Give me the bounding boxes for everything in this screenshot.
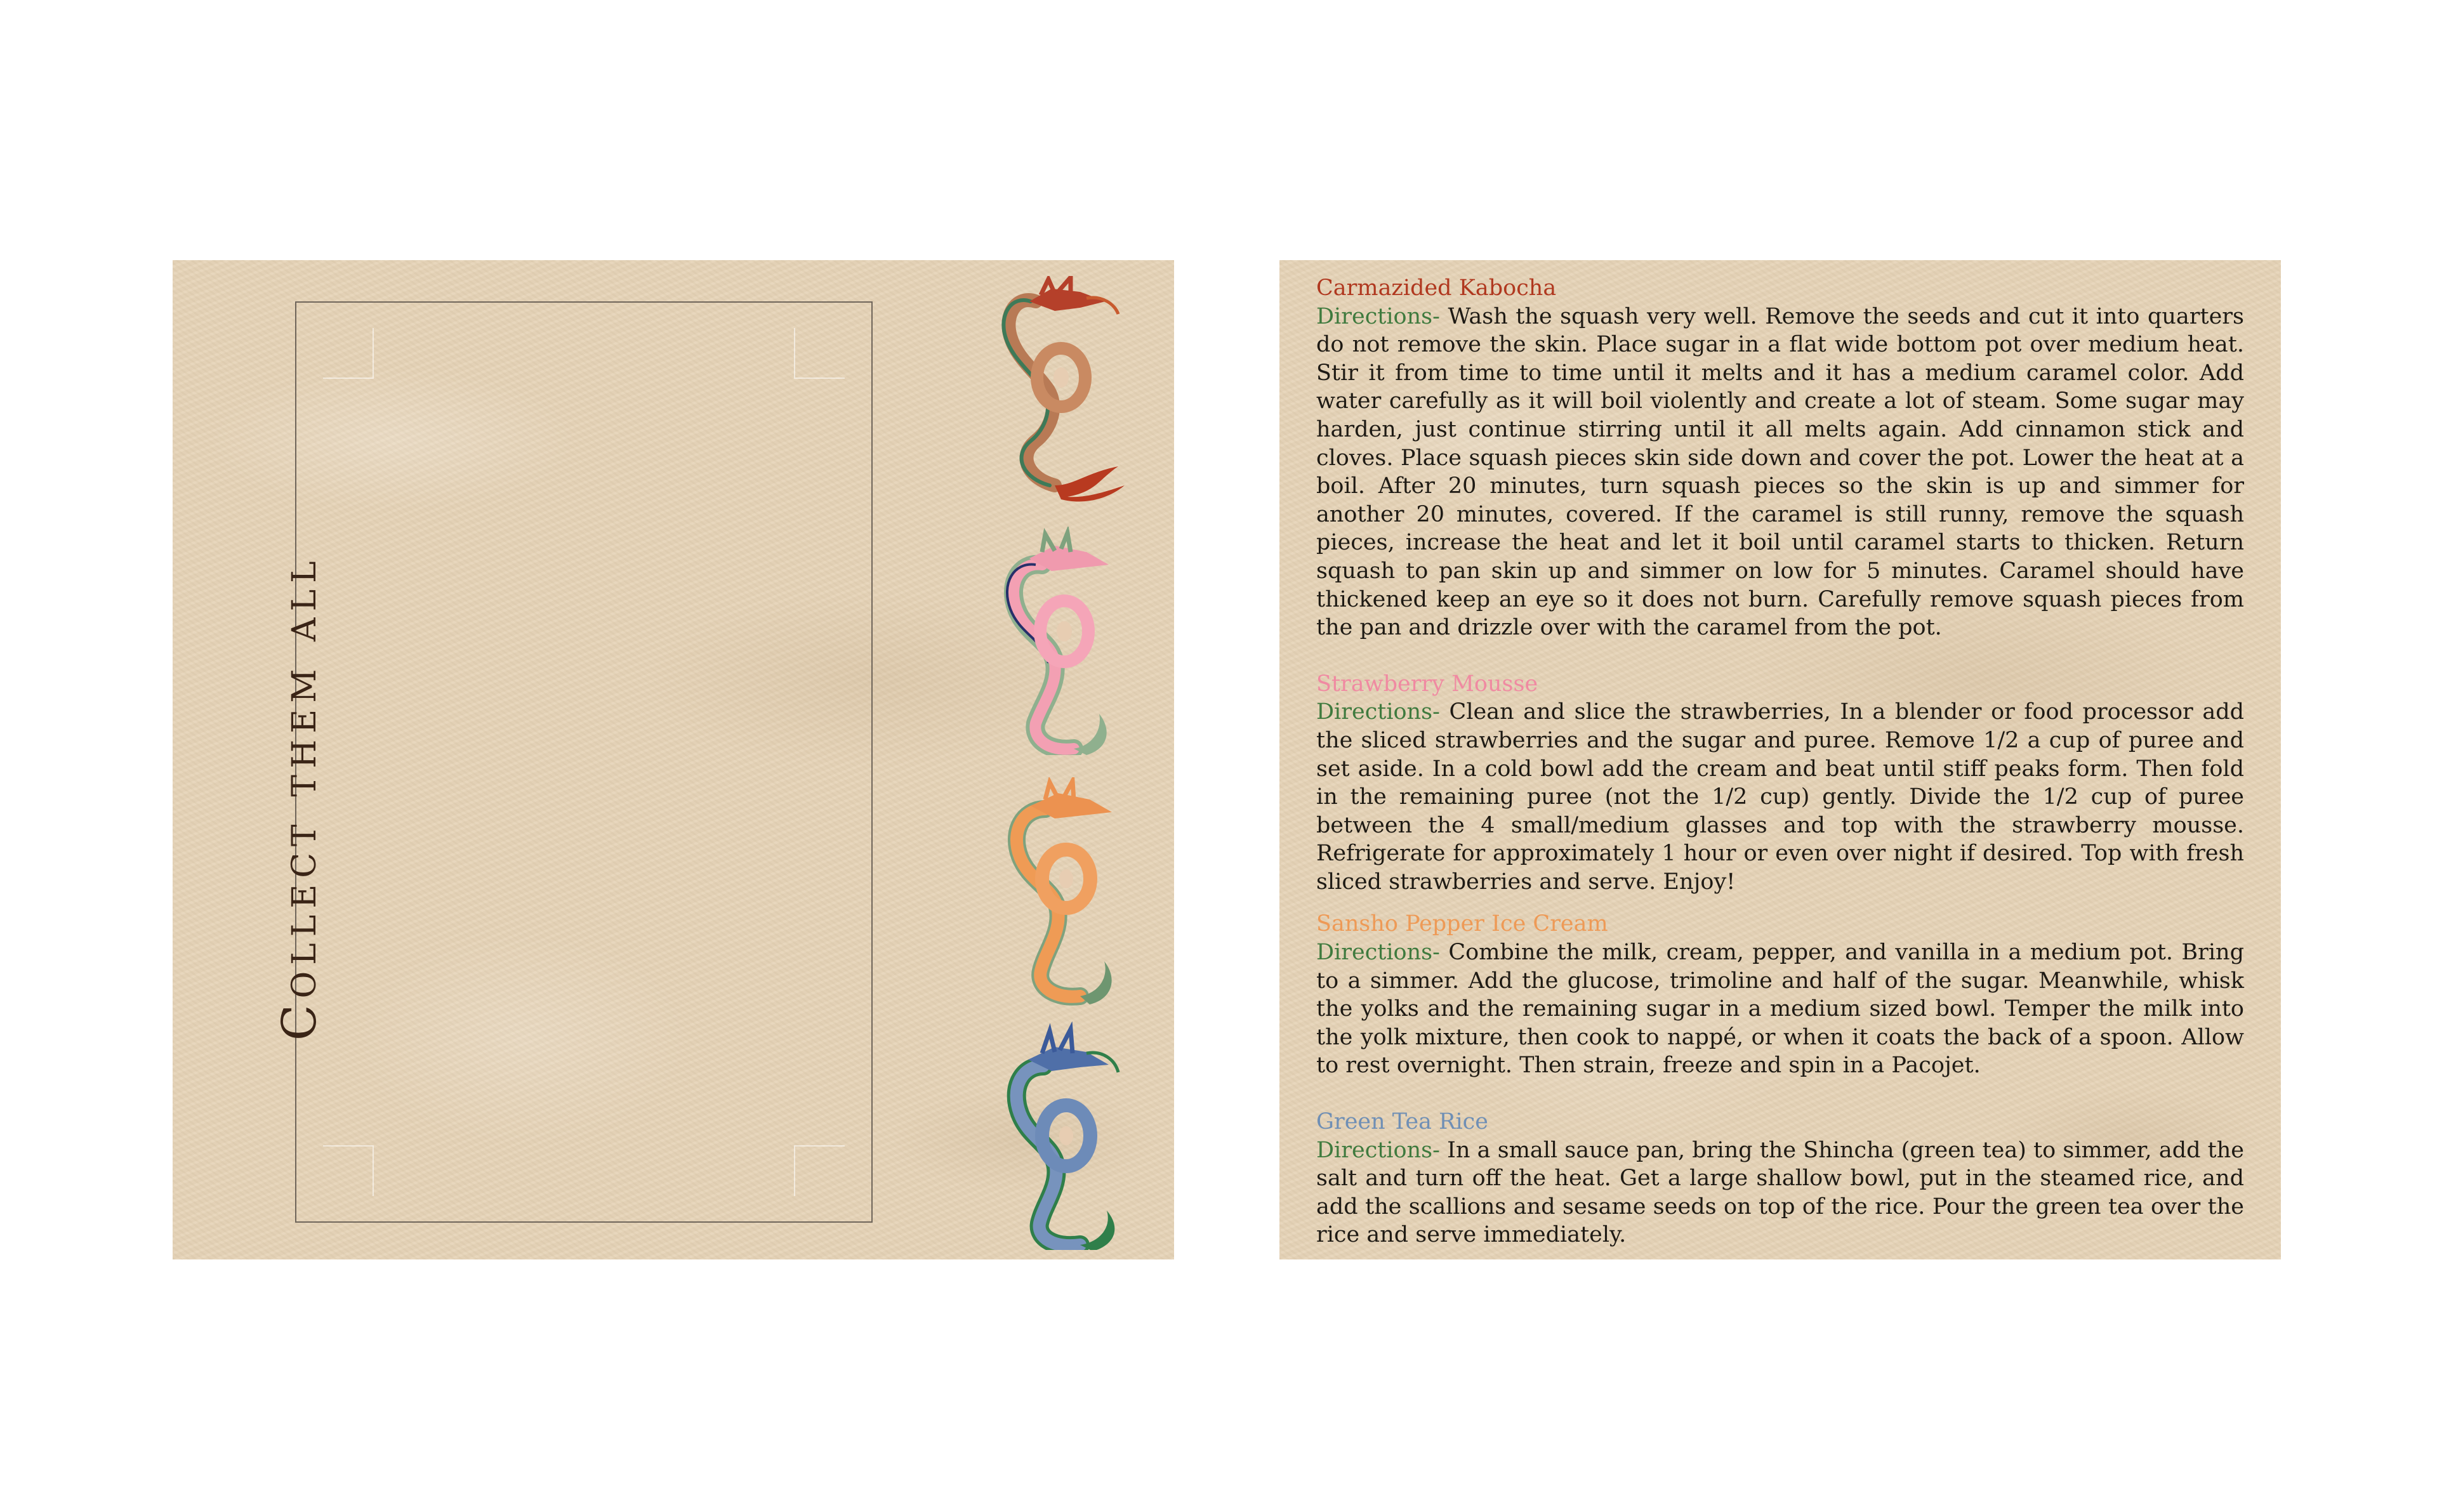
recipe-directions — [1316, 698, 2244, 896]
corner-mark — [323, 328, 374, 379]
recipe-card — [1279, 260, 2281, 1259]
recipe-list — [1316, 274, 2244, 1249]
dragon-icon-blue — [991, 1022, 1131, 1250]
corner-mark — [323, 1145, 374, 1196]
directions-label: Directions- — [1316, 1137, 1440, 1163]
directions-label: Directions- — [1316, 303, 1440, 329]
collect-card — [173, 260, 1174, 1259]
recipe-item — [1316, 670, 2244, 897]
directions-text: Clean and slice the strawberries, In a blender or food processor add the sliced strawberries and the sugar and puree. Remove 1/2 a cup of puree and set aside. In a cold bowl add the cream and beat until stiff peaks form. Then fold in the remaining puree (not the 1/2 cup) gently. Divide the 1/2 cup of puree between the 4 small/medium glasses and top with the strawberry mousse. Refrigerate for approximately 1 hour or even over night if desired. Top with fresh sliced strawberries and serve. Enjoy! — [1316, 699, 2244, 895]
card-frame — [295, 301, 873, 1223]
recipe-directions — [1316, 938, 2244, 1080]
directions-text: In a small sauce pan, bring the Shincha (green tea) to simmer, add the salt and turn off the heat. Get a large shallow bowl, put in the steamed rice, and add the scallions and sesame seeds on top of the rice. Pour the green tea over the rice and serve immediately. — [1316, 1137, 2244, 1248]
recipe-item — [1316, 1108, 2244, 1249]
directions-text: Combine the milk, cream, pepper, and vanilla in a medium pot. Bring to a simmer. Add the glucose, trimoline and half of the sugar. Meanwhile, whisk the yolks and the remaining sugar in a medium sized bowl. Temper the milk into the yolk mixture, then cook to nappé, or when it coats the back of a spoon. Allow to rest overnight. Then strain, freeze and spin in a Pacojet. — [1316, 940, 2244, 1079]
recipe-directions — [1316, 303, 2244, 642]
directions-label: Directions- — [1316, 940, 1440, 966]
dragon-icon-red — [991, 276, 1131, 504]
recipe-item — [1316, 910, 2244, 1080]
corner-mark — [794, 328, 845, 379]
corner-mark — [794, 1145, 845, 1196]
recipe-title: Strawberry Mousse — [1316, 671, 1538, 697]
recipe-title: Green Tea Rice — [1316, 1109, 1488, 1135]
dragon-icon-orange — [991, 777, 1131, 1006]
recipe-directions — [1316, 1136, 2244, 1249]
recipe-title: Carmazided Kabocha — [1316, 275, 1557, 301]
recipe-item — [1316, 274, 2244, 642]
dragon-icon-pink — [991, 527, 1131, 755]
directions-label: Directions- — [1316, 699, 1440, 725]
collect-title: Collect them all — [272, 555, 327, 1041]
recipe-title: Sansho Pepper Ice Cream — [1316, 911, 1608, 937]
directions-text: Wash the squash very well. Remove the seeds and cut it into quarters do not remove the skin. Place sugar in a flat wide bottom pot over medium heat. Stir it from time to time until it melts and it has a medium caramel color. Add water carefully as it will boil violently and create a lot of steam. Some sugar may harden, just continue stirring until it all melts again. Add cinnamon stick and cloves. Place squash pieces skin side down and cover the pot. Lower the heat at a boil. After 20 minutes, turn squash pieces so the skin is up and simmer for another 20 minutes, covered. If the caramel is still runny, remove the squash pieces, increase the heat and let it boil until caramel starts to thicken. Return squash to pan skin up and simmer on low for 5 minutes. Caramel should have thickened keep an eye so it does not burn. Carefully remove squash pieces from the pan and drizzle over with the caramel from the pot. — [1316, 303, 2244, 641]
